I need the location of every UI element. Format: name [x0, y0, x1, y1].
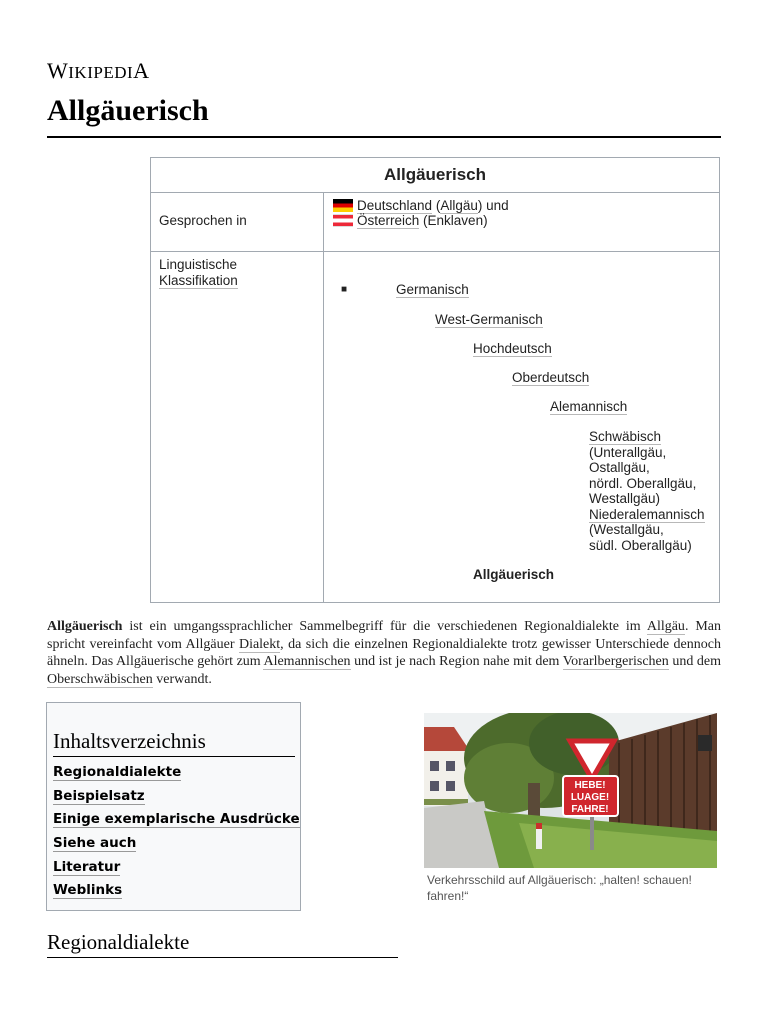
toc-divider — [53, 756, 295, 757]
classification-label-line1: Linguistische — [159, 257, 238, 272]
wordmark-last: A — [133, 58, 150, 83]
germany-flag-icon — [333, 199, 353, 212]
toc-item-siehe-auch[interactable]: Siehe auch — [53, 835, 137, 851]
sign-line-2: LUAGE! — [570, 792, 610, 803]
schwaebisch-note-4: Westallgäu) — [589, 491, 661, 506]
wordmark-first: W — [47, 58, 69, 83]
toc-item-ausdruecke[interactable]: Einige exemplarische Ausdrücke — [53, 811, 300, 827]
link-klassifikation[interactable]: Klassifikation — [159, 273, 238, 288]
infobox-row-spoken — [151, 192, 719, 252]
link-alemannischen[interactable]: Alemannischen — [263, 654, 351, 669]
wikipedia-wordmark[interactable] — [47, 58, 150, 84]
austria-note: (Enklaven) — [423, 213, 488, 228]
class-hochdeutsch[interactable]: Hochdeutsch — [473, 341, 552, 356]
class-alemannisch[interactable]: Alemannisch — [550, 399, 628, 414]
toc-item-regionaldialekte[interactable]: Regionaldialekte — [53, 764, 182, 780]
infobox-row-classification — [151, 252, 719, 602]
sign-line-1: HEBE! — [574, 780, 606, 791]
spoken-value: Deutschland (Allgäu) und Österreich (Enklaven) — [333, 198, 509, 228]
link-allgaeu[interactable]: Allgäu — [440, 198, 478, 213]
niederalemannisch-note-1: (Westallgäu, — [589, 522, 664, 537]
class-oberdeutsch[interactable]: Oberdeutsch — [512, 370, 590, 385]
austria-flag-icon — [333, 214, 353, 227]
class-allgaeuerisch: Allgäuerisch — [473, 567, 555, 582]
link-allgaeu-lead[interactable]: Allgäu — [646, 619, 685, 634]
traffic-sign-photo[interactable] — [424, 713, 717, 868]
lead-text-6: verwandt. — [152, 671, 212, 687]
lead-text-5: und dem — [668, 654, 721, 669]
schwaebisch-note-2: Ostallgäu, — [589, 460, 650, 475]
link-oesterreich[interactable]: Österreich — [357, 213, 420, 228]
lead-bold-term: Allgäuerisch — [47, 619, 123, 634]
lead-text-4: und ist je nach Region nahe mit dem — [350, 654, 563, 669]
link-vorarlbergerischen[interactable]: Vorarlbergerischen — [562, 654, 669, 669]
lead-paragraph — [47, 618, 721, 688]
class-schwaebisch[interactable]: Schwäbisch — [589, 429, 662, 444]
class-west-germanisch[interactable]: West-Germanisch — [435, 312, 543, 327]
class-group-subdialects — [589, 429, 719, 553]
link-dialekt[interactable]: Dialekt — [238, 636, 281, 652]
photo-illustration — [424, 713, 717, 868]
niederalemannisch-note-2: südl. Oberallgäu) — [589, 537, 692, 553]
figure-caption: Verkehrsschild auf Allgäuerisch: „halten! schauen! fahren!“ — [427, 873, 692, 903]
bullet-icon: ■ — [341, 284, 348, 295]
toc-item-beispielsatz[interactable]: Beispielsatz — [53, 788, 145, 804]
schwaebisch-note-1: (Unterallgäu, — [589, 444, 667, 460]
lead-text-1: ist ein umgangssprachlicher Sammelbegriff für die verschiedenen Regionaldialekte im — [122, 619, 647, 634]
infobox-heading: Allgäuerisch — [151, 158, 719, 193]
sign-line-3: FAHRE! — [571, 804, 609, 815]
infobox — [150, 157, 720, 603]
table-of-contents — [46, 702, 301, 911]
classification-label — [159, 257, 238, 289]
lead-text-2: . Man spricht vereinfacht vom Allgäuer — [47, 619, 721, 652]
spoken-label: Gesprochen in — [159, 213, 247, 228]
link-deutschland[interactable]: Deutschland — [357, 198, 433, 213]
toc-title: Inhaltsverzeichnis — [53, 729, 206, 753]
class-germanisch[interactable]: Germanisch — [396, 282, 469, 297]
section-divider — [47, 957, 398, 958]
section-heading-regionaldialekte: Regionaldialekte — [47, 930, 190, 954]
spoken-and: und — [486, 198, 509, 213]
class-niederalemannisch[interactable]: Niederalemannisch — [589, 506, 705, 522]
toc-item-weblinks[interactable]: Weblinks — [53, 882, 123, 898]
title-divider — [47, 136, 721, 138]
page-title: Allgäuerisch — [47, 94, 209, 127]
wordmark-middle: IKIPEDI — [68, 63, 134, 82]
link-oberschwaebischen[interactable]: Oberschwäbischen — [47, 671, 153, 687]
lead-text-3: , da sich die einzelnen Regionaldialekte trotz gewisser Unterschiede dennoch ähneln. Das Allgäuerische gehört zum — [47, 636, 721, 669]
toc-item-literatur[interactable]: Literatur — [53, 859, 121, 875]
schwaebisch-note-3: nördl. Oberallgäu, — [589, 475, 697, 491]
